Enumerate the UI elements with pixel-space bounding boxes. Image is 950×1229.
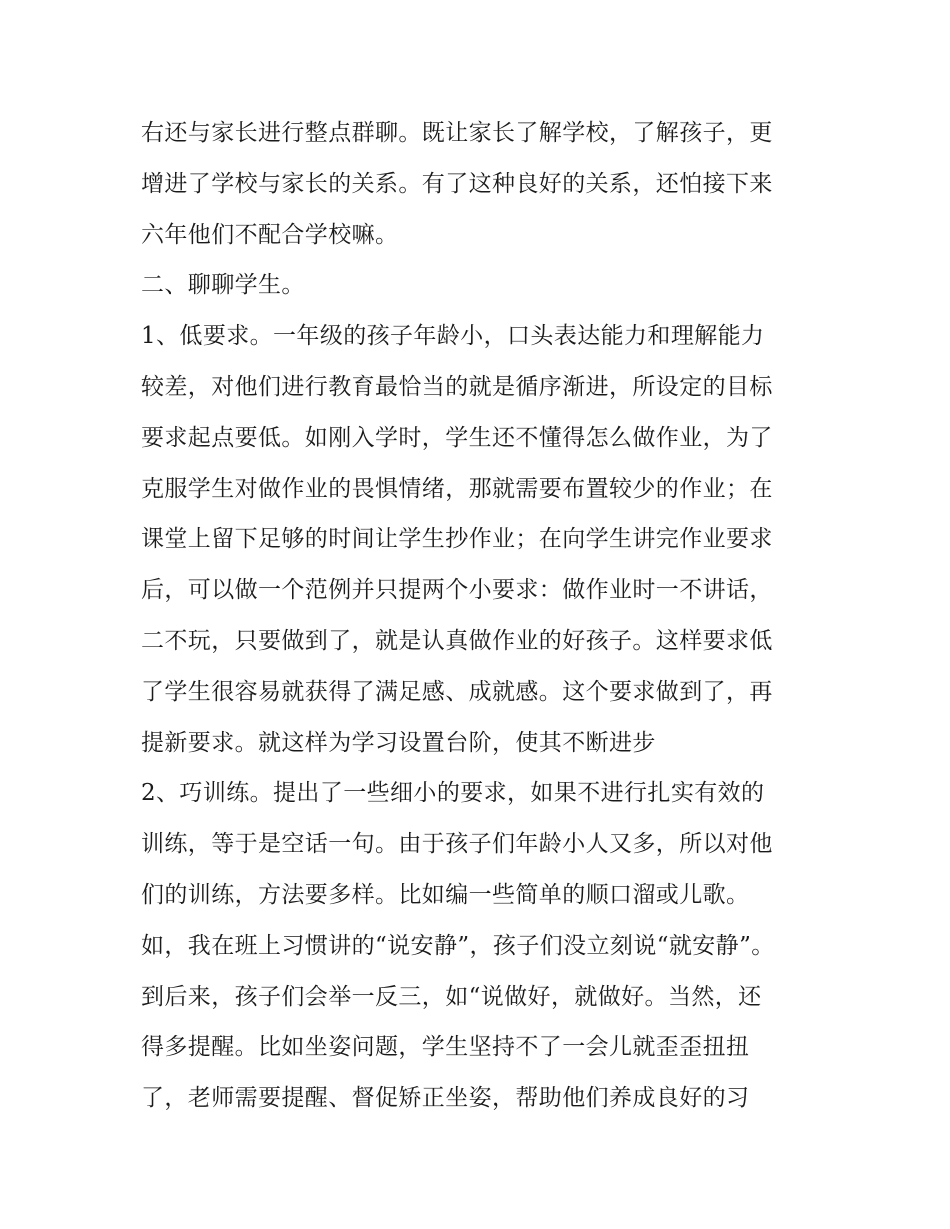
text-line: 1、低要求。一年级的孩子年龄小，口头表达能力和理解能力 [141, 323, 765, 350]
text-line: 克服学生对做作业的畏惧情绪，那就需要布置较少的作业；在 [141, 475, 773, 502]
text-line: 右还与家长进行整点群聊。既让家长了解学校，了解孩子，更 [141, 120, 773, 146]
text-line: 提新要求。就这样为学习设置台阶，使其不断进步 [141, 729, 656, 756]
text-line: 训练，等于是空话一句。由于孩子们年龄小人又多，所以对他 [141, 831, 773, 858]
body-text [141, 108, 821, 1124]
text-line: 了学生很容易就获得了满足感、成就感。这个要求做到了，再 [141, 678, 773, 705]
text-line: 后，可以做一个范例并只提两个小要求：做作业时一不讲话， [141, 577, 773, 604]
text-line: 二不玩，只要做到了，就是认真做作业的好孩子。这样要求低 [141, 627, 773, 654]
text-line: 了，老师需要提醒、督促矫正坐姿，帮助他们养成良好的习 [141, 1085, 750, 1112]
text-line: 到后来，孩子们会举一反三，如“说做好，就做好。当然，还 [141, 983, 762, 1010]
text-line: 们的训练，方法要多样。比如编一些简单的顺口溜或儿歌。 [141, 881, 750, 908]
text-line: 增进了学校与家长的关系。有了这种良好的关系，还怕接下来 [141, 170, 773, 197]
text-line: 六年他们不配合学校嘛。 [141, 221, 399, 248]
text-line: 较差，对他们进行教育最恰当的就是循序渐进，所设定的目标 [141, 373, 773, 400]
text-line: 课堂上留下足够的时间让学生抄作业；在向学生讲完作业要求 [141, 526, 773, 553]
section-heading: 二、聊聊学生。 [141, 272, 305, 299]
text-line: 2、巧训练。提出了一些细小的要求，如果不进行扎实有效的 [141, 780, 765, 807]
text-line: 要求起点要低。如刚入学时，学生还不懂得怎么做作业，为了 [141, 424, 773, 451]
text-line: 如，我在班上习惯讲的“说安静”，孩子们没立刻说“就安静”。 [141, 932, 775, 959]
text-line: 得多提醒。比如坐姿问题，学生坚持不了一会儿就歪歪扭扭 [141, 1034, 750, 1061]
